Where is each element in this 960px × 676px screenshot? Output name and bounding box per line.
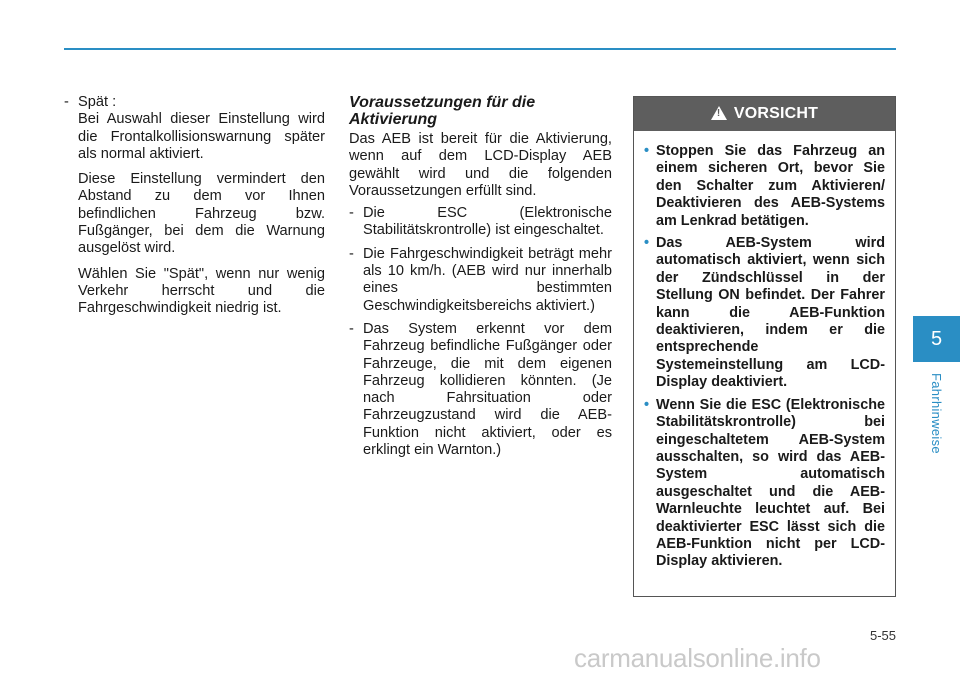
- list-item: [644, 397, 885, 571]
- list-dash: -: [64, 94, 69, 110]
- paragraph: Bei Auswahl dieser Einstellung wird die Frontalkollisionswarnung später als normal aktiviert.: [78, 111, 325, 162]
- left-column: [64, 94, 325, 326]
- watermark: carmanualsonline.info: [574, 643, 821, 673]
- list-item: [349, 246, 612, 315]
- option-title: Spät :: [78, 94, 117, 110]
- list-item-text: Das AEB-System wird automatisch aktiviert, wenn sich der Zündschlüssel in der Stellung ON befindet. Der Fahrer kann die AEB-Funktion deaktivieren, indem er die entsprechende Systemeinstellung am LCD-Display deaktiviert.: [656, 235, 885, 391]
- bullet-icon: •: [644, 143, 650, 159]
- header-rule: [64, 48, 896, 50]
- bullet-icon: •: [644, 235, 650, 252]
- option-heading: [64, 94, 325, 111]
- list-item-text: Wenn Sie die ESC (Elektronische Stabilitätskrontrolle) bei eingeschaltetem AEB-System ausschalten, so wird das AEB-System automatisch ausgeschaltet und die AEB-Warnleuchte leuchtet auf. Bei deaktivierter ESC lässt sich die AEB-Funktion nicht per LCD-Display aktivieren.: [656, 396, 885, 570]
- paragraph: Diese Einstellung vermindert den Abstand zu dem vor Ihnen befindlichen Fahrzeug bzw. Fußgänger, bei dem die Warnung ausgelöst wird.: [78, 171, 325, 257]
- requirement-list: [349, 205, 612, 459]
- list-item: [644, 235, 885, 392]
- warning-icon: !: [711, 106, 727, 120]
- list-item-text: Stoppen Sie das Fahrzeug an einem sicheren Ort, bevor Sie den Schalter zum Aktivieren/ Deaktivieren des AEB-Systems am Lenkrad betätigen.: [656, 143, 885, 229]
- caution-body: [634, 131, 895, 571]
- caution-title: VORSICHT: [733, 105, 819, 122]
- list-dash: -: [349, 245, 354, 262]
- chapter-label-text: Fahrhinweise: [928, 372, 944, 454]
- list-item-text: Die ESC (Elektronische Stabilitätskrontrolle) ist eingeschaltet.: [363, 205, 612, 239]
- chapter-label: [924, 372, 948, 454]
- list-dash: -: [349, 205, 354, 222]
- middle-column: [349, 94, 612, 465]
- caution-header: [634, 97, 895, 131]
- caution-box: [633, 96, 896, 597]
- list-item: [349, 321, 612, 459]
- list-item-text: Die Fahrgeschwindigkeit beträgt mehr als 10 km/h. (AEB wird nur innerhalb eines bestimmten Geschwindigkeitsbereichs aktiviert.): [363, 245, 612, 314]
- bullet-icon: •: [644, 396, 650, 413]
- list-item: [644, 143, 885, 230]
- section-title: Voraussetzungen für die Aktivierung: [349, 94, 536, 128]
- caution-list: [644, 143, 885, 571]
- list-item-text: Das System erkennt vor dem Fahrzeug befindliche Fußgänger oder Fahrzeuge, die mit dem eigenen Fahrzeug kollidieren könnten. (Je nach Fahrsituation oder Fahrzeugzustand wird die AEB-Funktion nicht aktiviert, oder es erklingt ein Warnton.): [363, 320, 612, 459]
- paragraph: Wählen Sie "Spät", wenn nur wenig Verkehr herrscht und die Fahrgeschwindigkeit niedrig ist.: [78, 265, 325, 317]
- section-intro: Das AEB ist bereit für die Aktivierung, wenn auf dem LCD-Display AEB gewählt wird und die folgenden Voraussetzungen erfüllt sind.: [349, 131, 612, 199]
- list-dash: -: [349, 320, 354, 337]
- chapter-tab: 5: [913, 316, 960, 362]
- page-number: 5-55: [869, 628, 896, 643]
- list-item: [349, 205, 612, 240]
